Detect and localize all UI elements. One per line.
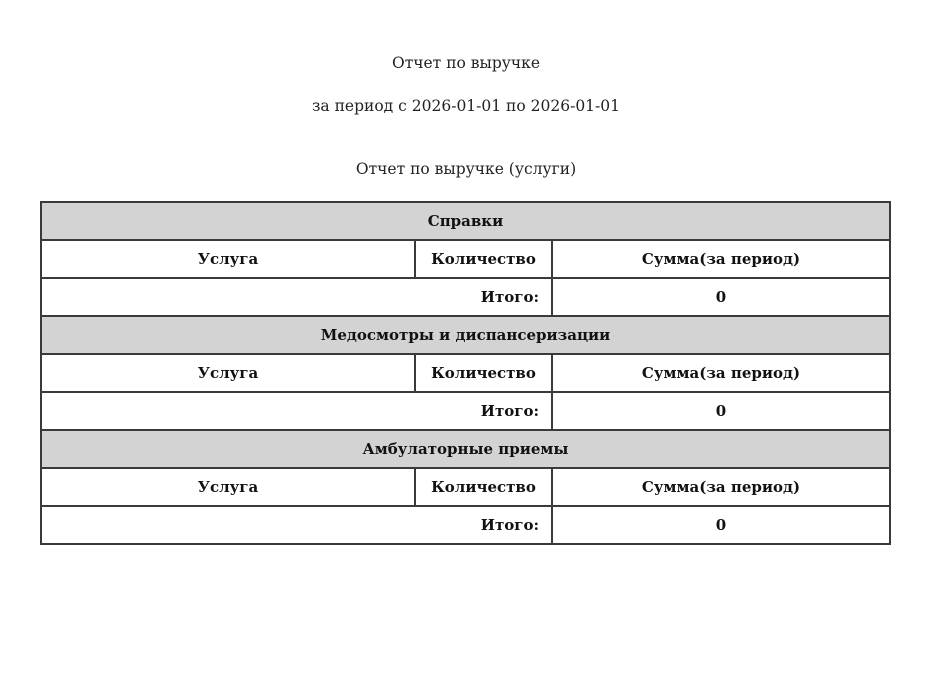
total-label: Итого:	[41, 392, 552, 430]
section-header-row	[41, 430, 890, 468]
total-label: Итого:	[41, 506, 552, 544]
section-header-row	[41, 316, 890, 354]
column-header-sum: Сумма(за период)	[552, 468, 890, 506]
revenue-table	[40, 201, 891, 545]
column-header-service: Услуга	[41, 240, 415, 278]
report-title: Отчет по выручке	[391, 54, 540, 72]
total-value: 0	[552, 392, 890, 430]
total-label: Итого:	[41, 278, 552, 316]
column-header-service: Услуга	[41, 468, 415, 506]
column-header-quantity: Количество	[415, 240, 552, 278]
report-subtitle: Отчет по выручке (услуги)	[355, 160, 577, 178]
section-title: Амбулаторные приемы	[41, 430, 890, 468]
section-title: Медосмотры и диспансеризации	[41, 316, 890, 354]
total-row	[41, 278, 890, 316]
total-value: 0	[552, 506, 890, 544]
column-header-service: Услуга	[41, 354, 415, 392]
column-header-quantity: Количество	[415, 354, 552, 392]
column-header-sum: Сумма(за период)	[552, 354, 890, 392]
total-row	[41, 392, 890, 430]
section-header-row	[41, 202, 890, 240]
column-header-row	[41, 354, 890, 392]
total-row	[41, 506, 890, 544]
report-period: за период с 2026-01-01 по 2026-01-01	[311, 97, 621, 115]
column-header-row	[41, 468, 890, 506]
column-header-row	[41, 240, 890, 278]
total-value: 0	[552, 278, 890, 316]
section-title: Справки	[41, 202, 890, 240]
column-header-quantity: Количество	[415, 468, 552, 506]
column-header-sum: Сумма(за период)	[552, 240, 890, 278]
